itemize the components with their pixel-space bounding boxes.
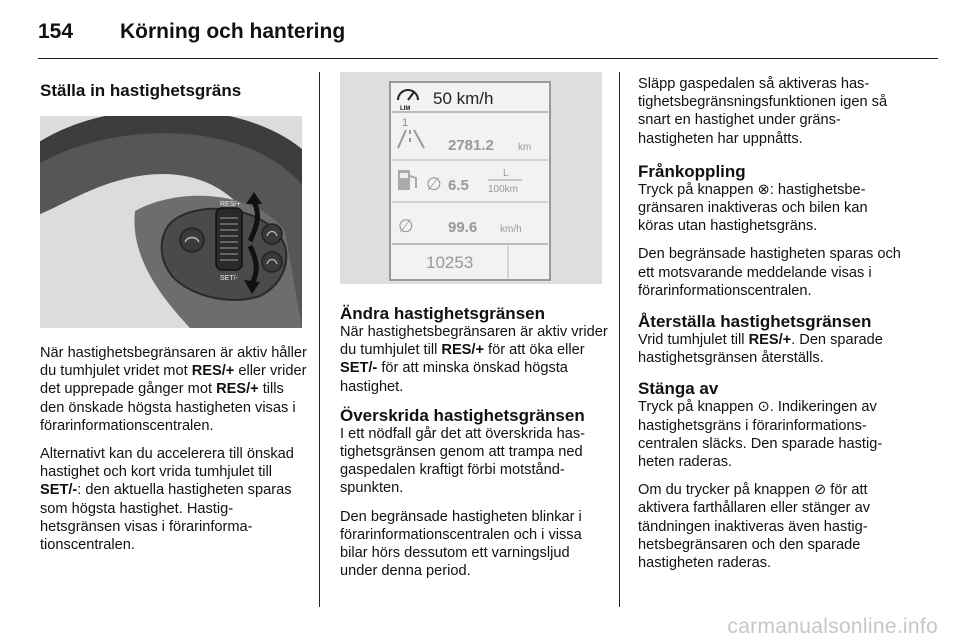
paragraph-turn-off-2: Om du trycker på knappen ⊘ för att aktivera farthållaren eller stänger av tändningen inaktiveras även hastighetsbegränsaren och den sparade hastigheten raderas.	[638, 482, 870, 572]
control-label: RES/+	[216, 381, 259, 398]
text-run: : den aktuella hastigheten sparas som högsta hastighet. Hastighetsgränsen visas i förarinformationscentralen.	[40, 482, 292, 554]
avg-speed-value: 99.6	[448, 219, 478, 236]
heading-restore-limit: Återställa hastighetsgränsen	[638, 312, 872, 332]
paragraph-restore-limit	[638, 331, 906, 367]
avg-speed-unit: km/h	[500, 224, 522, 235]
paragraph-set-limit-1	[40, 344, 308, 435]
text-run: Vrid tumhjulet till	[638, 332, 749, 349]
fuel-value: 6.5	[448, 177, 469, 194]
steering-wheel-illustration	[40, 116, 302, 328]
odometer-value: 10253	[426, 253, 474, 272]
cluster-display-illustration	[340, 72, 602, 284]
control-label: RES/+	[748, 332, 792, 349]
set-label: SET/-	[220, 275, 238, 282]
trip-index: 1	[402, 117, 409, 129]
heading-change-limit: Ändra hastighetsgränsen	[340, 304, 545, 323]
paragraph-disconnect-2: Den begränsade hastigheten sparas och ett motsvarande meddelande visas i förarinformationscentralen.	[638, 246, 901, 299]
control-label: SET/-	[40, 482, 78, 499]
fuel-unit-top: L	[503, 168, 509, 179]
text-run: för att öka eller	[484, 342, 585, 359]
page-header	[38, 14, 345, 50]
text-run: tills den önskade högsta hastigheten visas i förarinformationscentralen.	[40, 381, 296, 434]
control-label: RES/+	[191, 363, 235, 380]
column-1	[40, 72, 308, 564]
heading-set-speed-limit: Ställa in hastighetsgräns	[40, 81, 242, 100]
speed-avg-symbol: ∅	[398, 216, 414, 236]
text-run: När hastighetsbegränsaren är aktiv vrider du tumhjulet till	[340, 324, 608, 359]
paragraph-disconnect-1: Tryck på knappen ⊗: hastighetsbegränsaren inaktiveras och bilen kan köras utan hastighetsgräns.	[638, 181, 868, 235]
column-divider-1	[319, 72, 320, 607]
paragraph-release-pedal: Släpp gaspedalen så aktiveras hastighetsbegränsningsfunktionen igen så snart en hastighet under gränshastigheten har uppnåtts.	[638, 76, 888, 147]
paragraph-exceed-limit-2: Den begränsade hastigheten blinkar i förarinformationscentralen och i vissa bilar hörs dessutom ett varningsljud under denna period.	[340, 508, 582, 580]
heading-disconnect: Frånkoppling	[638, 161, 746, 181]
instrument-cluster-figure	[340, 72, 602, 284]
res-label: RES/+	[220, 201, 241, 208]
paragraph-set-limit-2	[40, 445, 308, 554]
trip-distance: 2781.2	[448, 137, 494, 154]
text-run: eller vrider det upprepade gånger mot	[40, 363, 307, 398]
control-label: RES/+	[441, 342, 484, 359]
text-run: När hastighetsbegränsaren är aktiv håller du tumhjulet vridet mot	[40, 345, 307, 380]
column-2	[340, 72, 608, 590]
column-3	[638, 72, 906, 582]
header-rule	[38, 58, 938, 59]
fuel-avg-symbol: ∅	[426, 174, 442, 194]
paragraph-change-limit	[340, 323, 608, 396]
control-label: SET/-	[340, 360, 378, 377]
trip-unit: km	[518, 142, 532, 153]
heading-turn-off: Stänga av	[638, 379, 719, 399]
watermark: carmanualsonline.info	[727, 615, 938, 638]
paragraph-exceed-limit-1: I ett nödfall går det att överskrida hastighetsgränsen genom att trampa ned gaspedalen kraftigt förbi motståndspunkten.	[340, 425, 585, 497]
fuel-unit-bottom: 100km	[488, 184, 519, 195]
speed-limit-value: 50 km/h	[433, 89, 494, 108]
column-divider-2	[619, 72, 620, 607]
text-run: . Den sparade hastighetsgränsen återställs.	[638, 332, 883, 367]
paragraph-turn-off-1: Tryck på knappen ⊙. Indikeringen av hastighetsgräns i förarinformationscentralen släcks. Den sparade hastigheten raderas.	[638, 399, 883, 471]
text-run: Alternativt kan du accelerera till önskad hastighet och kort vrida tumhjulet till	[40, 446, 294, 481]
heading-exceed-limit: Överskrida hastighetsgränsen	[340, 405, 585, 425]
page-title: Körning och hantering	[120, 20, 346, 43]
page-number: 154	[38, 20, 74, 43]
svg-text:LIM: LIM	[400, 106, 411, 112]
text-run: för att minska önskad högsta hastighet.	[340, 360, 568, 395]
steering-wheel-figure	[40, 116, 302, 328]
